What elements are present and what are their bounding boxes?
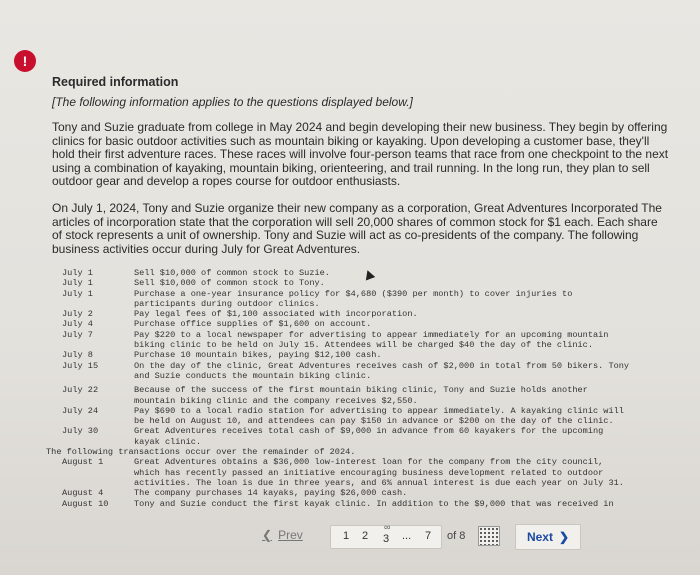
transaction-row <box>62 426 672 447</box>
transaction-date: July 2 <box>62 309 93 320</box>
transaction-description: Purchase office supplies of $1,600 on account. <box>134 319 372 330</box>
transaction-description: Purchase a one-year insurance policy for $4,680 ($390 per month) to cover injuries to participants during outdoor clinics. <box>134 288 573 309</box>
alert-icon: ! <box>14 50 36 72</box>
page-link-current[interactable]: 3 <box>383 533 390 545</box>
organization-paragraph: On July 1, 2024, Tony and Suzie organize their new company as a corporation, Great Adventures Incorporated The articles of incorporation state that the corporation will sell 20,000 shares of common stock for $1 each. Each share of stock represents a unit of ownership. Tony and Suzie will act as co-presidents of the company. The following business activities occur during July for Great Adventures. <box>52 200 662 256</box>
transaction-row <box>62 488 672 498</box>
transaction-row <box>62 278 672 288</box>
transaction-description: Great Adventures receives total cash of $9,000 in advance from 60 kayakers for the upcoming kayak clinic. <box>134 426 604 447</box>
transaction-date: July 15 <box>62 360 99 371</box>
transaction-description: The company purchases 14 kayaks, paying $26,000 cash. <box>134 488 408 499</box>
transaction-description: On the day of the clinic, Great Adventures receives cash of $2,000 in total from 50 bikers. Tony and Suzie conducts the mountain biking clinic. <box>134 360 630 381</box>
transaction-date: August 4 <box>62 488 104 499</box>
transaction-row <box>62 319 672 329</box>
transaction-list <box>46 268 672 509</box>
chevron-right-icon: ❯ <box>558 530 570 544</box>
transaction-row <box>62 499 672 509</box>
transaction-date: July 7 <box>62 329 93 340</box>
required-info-title: Required information <box>52 75 179 89</box>
transaction-description: Pay $220 to a local newspaper for advertising to appear immediately for an upcoming mountain biking clinic to be held on July 15. Attendees will be charged $40 the day of the clinic. <box>134 329 609 351</box>
grid-view-icon[interactable] <box>478 526 500 546</box>
transaction-date: July 1 <box>62 278 93 289</box>
prev-label: Prev <box>278 528 303 542</box>
transaction-date: July 8 <box>62 350 93 361</box>
transaction-row <box>62 309 672 319</box>
transaction-description: Pay $690 to a local radio station for advertising to appear immediately. A kayaking clinic will be held on August 10, and attendees can pay $150 in advance or $200 on the day of the clinic. <box>134 405 624 427</box>
transaction-date: July 4 <box>62 319 93 330</box>
next-button[interactable] <box>515 524 581 550</box>
transaction-row <box>62 385 672 406</box>
next-label: Next <box>526 530 553 544</box>
page-link-1[interactable]: 1 <box>343 530 350 542</box>
page-link-2[interactable]: 2 <box>362 530 369 542</box>
transaction-date: July 30 <box>62 426 99 437</box>
link-icon: ∞ <box>384 522 391 532</box>
transaction-description: Pay legal fees of $1,100 associated with incorporation. <box>134 309 418 320</box>
pagination-bar <box>0 522 700 554</box>
transaction-description: Great Adventures obtains a $36,000 low-interest loan for the company from the city council, which has recently passed an initiative encouraging business development related to outdoor activities. The loan is due in three years, and 6% annual interest is due each year on July 31. <box>134 457 624 488</box>
remainder-heading: The following transactions occur over the remainder of 2024. <box>46 447 356 458</box>
transaction-date: July 1 <box>62 288 93 299</box>
page-selector <box>330 522 442 549</box>
transaction-description: Sell $10,000 of common stock to Tony. <box>134 278 325 289</box>
transaction-date: July 1 <box>62 268 93 278</box>
transaction-date: July 22 <box>62 385 99 396</box>
transaction-row <box>62 289 672 310</box>
transaction-row <box>62 457 672 488</box>
transaction-date: August 10 <box>62 498 109 509</box>
page-count: of 8 <box>447 530 466 542</box>
transaction-description: Because of the success of the first mountain biking clinic, Tony and Suzie holds another mountain biking clinic and the company receives $2,550. <box>134 385 588 406</box>
required-info-note: [The following information applies to the questions displayed below.] <box>52 95 413 109</box>
page-ellipsis: ... <box>402 530 412 542</box>
chevron-left-icon: ❮ <box>262 528 273 542</box>
transaction-description: Purchase 10 mountain bikes, paying $12,100 cash. <box>134 350 382 361</box>
transaction-row <box>62 361 672 382</box>
transaction-description: Sell $10,000 of common stock to Suzie. <box>134 268 330 278</box>
transaction-description: Tony and Suzie conduct the first kayak clinic. In addition to the $9,000 that was received in <box>134 498 614 509</box>
page-link-7[interactable]: 7 <box>425 530 432 542</box>
transaction-date: July 24 <box>62 405 99 416</box>
transaction-date: August 1 <box>62 457 104 468</box>
transaction-row <box>62 268 672 278</box>
content-area <box>52 75 672 269</box>
transaction-row <box>62 406 672 427</box>
intro-paragraph: Tony and Suzie graduate from college in May 2024 and begin developing their new business. They begin by offering clinics for basic outdoor activities such as mountain biking or kayaking. Upon developing a customer base, they'll hold their first adventure races. These races will involve four-person teams that race from one checkpoint to the next using a combination of kayaking, mountain biking, orienteering, and trail running. In the long run, they plan to sell outdoor gear and develop a ropes course for outdoor enthusiasts. <box>52 120 669 189</box>
transaction-row <box>62 330 672 351</box>
transaction-row <box>62 350 672 360</box>
prev-button[interactable] <box>262 528 303 542</box>
